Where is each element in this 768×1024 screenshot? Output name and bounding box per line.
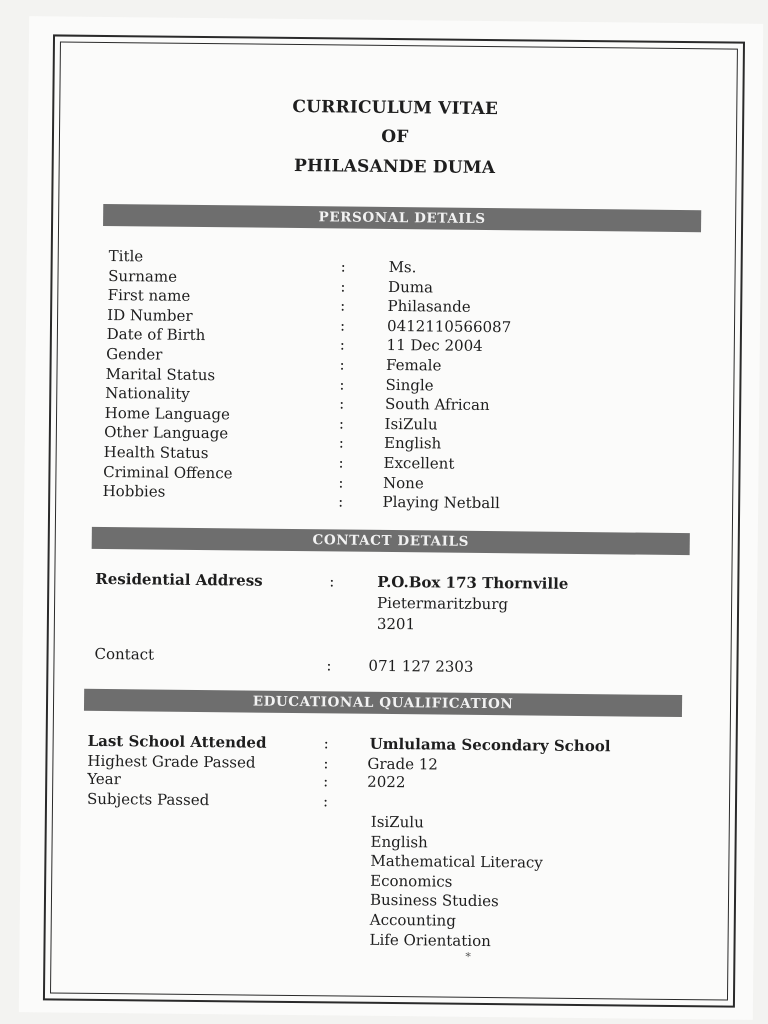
personal-label: Date of Birth xyxy=(106,325,206,345)
personal-value: Single xyxy=(385,375,434,395)
colon: : xyxy=(339,375,345,394)
personal-label: ID Number xyxy=(107,305,193,325)
grade-label: Highest Grade Passed xyxy=(87,751,256,772)
address-line-3: 3201 xyxy=(376,614,416,634)
cv-title: CURRICULUM VITAE xyxy=(292,96,499,120)
colon: : xyxy=(338,433,344,452)
colon: : xyxy=(326,656,332,675)
colon: : xyxy=(322,792,329,811)
personal-value: Philasande xyxy=(387,297,471,317)
personal-label: Hobbies xyxy=(102,482,166,501)
last-school-value: Umlulama Secondary School xyxy=(369,734,611,756)
subject-item: Accounting xyxy=(369,910,456,930)
address-line-1: P.O.Box 173 Thornville xyxy=(377,572,569,593)
year-value: 2022 xyxy=(367,772,406,792)
personal-value: English xyxy=(383,434,442,453)
subjects-label: Subjects Passed xyxy=(86,789,210,810)
personal-value: Female xyxy=(386,355,442,375)
personal-label: Marital Status xyxy=(105,364,216,384)
colon: : xyxy=(339,355,345,374)
last-school-label: Last School Attended xyxy=(87,731,267,752)
personal-value: None xyxy=(382,473,424,492)
personal-label: Surname xyxy=(108,266,178,286)
subject-item: English xyxy=(370,832,428,851)
personal-label: Criminal Offence xyxy=(103,462,233,482)
colon: : xyxy=(323,772,329,791)
personal-details-band: PERSONAL DETAILS xyxy=(103,204,701,232)
personal-label: Home Language xyxy=(104,403,231,424)
personal-value: 0412110566087 xyxy=(387,316,512,337)
personal-value: South African xyxy=(384,395,490,415)
colon: : xyxy=(338,414,345,433)
personal-label: Gender xyxy=(106,345,163,364)
personal-label: Other Language xyxy=(104,423,229,443)
colon: : xyxy=(339,335,345,354)
residential-address-label: Residential Address xyxy=(95,569,263,590)
personal-value: Excellent xyxy=(383,453,455,473)
colon: : xyxy=(339,394,345,413)
personal-value: Playing Netball xyxy=(382,493,500,513)
personal-label: Title xyxy=(108,247,144,266)
colon: : xyxy=(329,572,335,591)
cv-name: PHILASANDE DUMA xyxy=(293,155,496,179)
education-band: EDUCATIONAL QUALIFICATION xyxy=(84,689,682,717)
colon: : xyxy=(339,316,346,335)
personal-value: Duma xyxy=(388,277,434,297)
colon: : xyxy=(323,734,329,753)
personal-value: Ms. xyxy=(388,257,417,277)
colon: : xyxy=(340,296,346,315)
contact-label: Contact xyxy=(94,644,155,664)
personal-value: IsiZulu xyxy=(384,414,438,434)
year-label: Year xyxy=(87,769,121,789)
cv-title-of: OF xyxy=(381,126,409,148)
subject-item: Mathematical Literacy xyxy=(370,851,543,872)
subject-item: Life Orientation xyxy=(369,930,491,950)
cv-page xyxy=(19,16,763,1020)
colon: : xyxy=(338,492,344,511)
colon: : xyxy=(323,754,329,773)
address-line-2: Pietermaritzburg xyxy=(377,593,509,614)
subject-item: Business Studies xyxy=(369,891,499,911)
personal-value: 11 Dec 2004 xyxy=(386,336,483,356)
colon: : xyxy=(338,453,344,472)
colon: : xyxy=(338,473,344,492)
subject-item: IsiZulu xyxy=(370,812,424,832)
scan-speck: ⁎ xyxy=(465,946,472,960)
colon: : xyxy=(340,277,346,296)
contact-value: 071 127 2303 xyxy=(368,656,474,676)
personal-label: Nationality xyxy=(105,384,190,404)
colon: : xyxy=(340,257,346,276)
grade-value: Grade 12 xyxy=(367,754,438,774)
personal-label: First name xyxy=(107,286,191,306)
subject-item: Economics xyxy=(370,871,453,891)
contact-details-band: CONTACT DETAILS xyxy=(92,527,690,555)
personal-label: Health Status xyxy=(103,442,209,463)
